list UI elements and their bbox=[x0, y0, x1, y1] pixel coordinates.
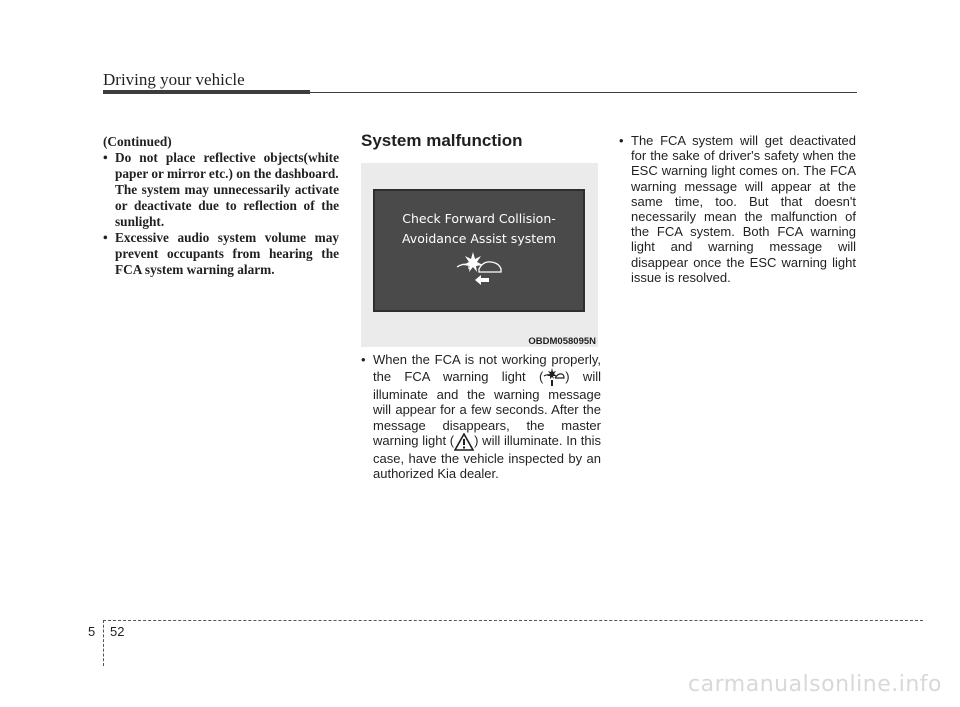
list-item bbox=[103, 230, 339, 278]
watermark: carmanualsonline.info bbox=[688, 672, 942, 697]
list-item bbox=[619, 133, 856, 285]
display-message-line1: Check Forward Collision- bbox=[402, 211, 556, 226]
header-rule-thick bbox=[103, 90, 310, 94]
bullet-text: Excessive audio system volume may prevent occupants from hearing the FCA system warning alarm. bbox=[115, 230, 339, 277]
bullet-text: Do not place reflective objects(white paper or mirror etc.) on the dashboard. bbox=[115, 150, 339, 181]
bullet-text: The FCA system will get deactivated for the sake of driver's safety when the ESC warning light comes on. The FCA warning message will appear at the same time, too. But that doesn't necessarily mean the malfunction of the FCA system. Both FCA warning light and warning message will disappear once the ESC warning light issue is resolved. bbox=[631, 133, 856, 285]
bullet-dot: • bbox=[619, 133, 624, 148]
bullet-text-part1: When the FCA is not working properly, the FCA warning light ( bbox=[373, 352, 601, 385]
footer-rule bbox=[103, 620, 923, 621]
header-rule-thin bbox=[310, 92, 857, 93]
cluster-figure bbox=[361, 163, 598, 347]
footer-vertical-rule bbox=[103, 620, 104, 666]
bullet-dot: • bbox=[361, 352, 366, 367]
fca-warning-light-icon bbox=[543, 367, 565, 387]
arrow-left-icon bbox=[475, 275, 489, 285]
bullet-dot: • bbox=[103, 230, 108, 245]
bullet-text-part3: ) will illuminate. In this case, have the vehicle inspected by an authorized Kia dealer. bbox=[373, 432, 601, 482]
bullet-dot: • bbox=[103, 150, 108, 165]
page-header-title: Driving your vehicle bbox=[103, 70, 245, 89]
continued-label: (Continued) bbox=[103, 134, 172, 149]
cluster-display bbox=[373, 189, 585, 312]
display-message-line2: Avoidance Assist system bbox=[401, 231, 557, 246]
figure-label: OBDM058095N bbox=[528, 336, 596, 347]
list-item bbox=[103, 150, 339, 230]
column-left bbox=[103, 134, 339, 278]
master-warning-icon bbox=[454, 433, 474, 451]
bullet-note: The system may unnecessarily activate or deactivate due to reflection of the sunlight. bbox=[115, 182, 339, 229]
list-item bbox=[361, 352, 601, 481]
chapter-number: 5 bbox=[88, 624, 96, 639]
section-title: System malfunction bbox=[361, 131, 523, 150]
fca-warning-icon bbox=[455, 247, 505, 291]
bullet-text-part2: ) will illuminate and the warning message will appear for a few seconds. After the message disappears, the master warning light ( bbox=[373, 369, 601, 448]
page-number: 52 bbox=[110, 624, 125, 639]
